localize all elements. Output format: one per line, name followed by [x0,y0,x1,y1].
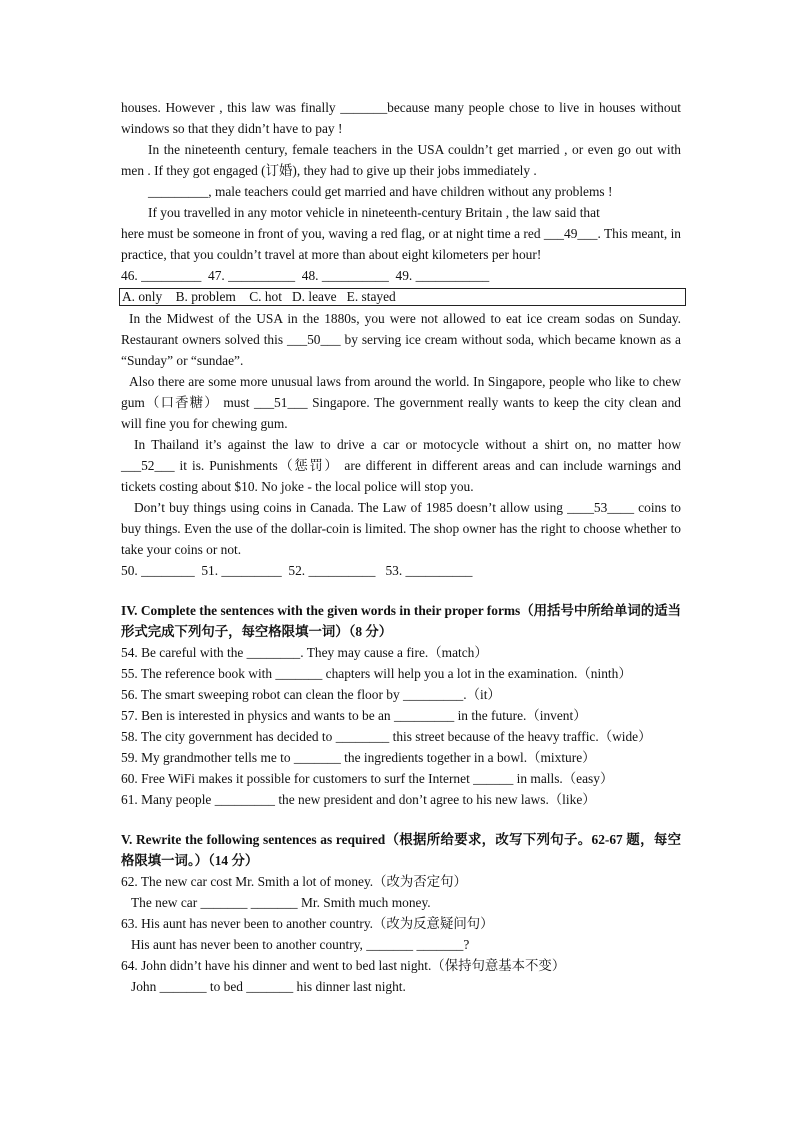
question-64-answer: John _______ to bed _______ his dinner last night. [131,979,406,994]
passage-b-paragraph-1: In the Midwest of the USA in the 1880s, you were not allowed to eat ice cream sodas on Sunday. Restaurant owners solved this ___50___ by serving ice cream without soda, which became known as a “Sunday” or “sundae”. [121,311,681,368]
answer-line-50-53: 50. ________ 51. _________ 52. __________ 53. __________ [121,563,473,578]
question-59: 59. My grandmother tells me to _______ the ingredients together in a bowl.（mixture） [121,750,596,765]
passage-a-line-3: _________, male teachers could get married and have children without any problems ! [148,184,613,199]
question-64: 64. John didn’t have his dinner and went to bed last night.（保持句意基本不变） [121,958,566,973]
word-options: A. only B. problem C. hot D. leave E. stayed [122,289,396,304]
question-63-answer: His aunt has never been to another country, _______ _______? [131,937,470,952]
passage-b-paragraph-3: In Thailand it’s against the law to drive a car or motocycle without a shirt on, no matter how ___52___ it is. Punishments（惩罚） are different in different areas and can include warnings and tickets costing about $10. No joke - the local police will stop you. [121,437,681,494]
section-4-heading: IV. Complete the sentences with the given words in their proper forms（用括号中所给单词的适当形式完成下列句子，每空格限填一词）（8 分） [121,603,681,639]
worksheet-page [121,97,681,997]
passage-b-paragraph-2: Also there are some more unusual laws from around the world. In Singapore, people who like to chew gum（口香糖） must ___51___ Singapore. The government really wants to keep the city clean and will fine you for chewing gum. [121,374,681,431]
question-62: 62. The new car cost Mr. Smith a lot of money.（改为否定句） [121,874,467,889]
question-58: 58. The city government has decided to ________ this street because of the heavy traffic.（wide） [121,729,652,744]
question-54: 54. Be careful with the ________. They may cause a fire.（match） [121,645,488,660]
passage-a-line-1: houses. However , this law was finally _______because many people chose to live in houses without windows so that they didn’t have to pay ! [121,100,681,136]
passage-a-line-5: here must be someone in front of you, waving a red flag, or at night time a red ___49___. This meant, in practice, that you couldn’t travel at more than about eight kilometers per hour! [121,226,681,262]
answer-line-46-49: 46. _________ 47. __________ 48. __________ 49. ___________ [121,268,490,283]
question-60: 60. Free WiFi makes it possible for customers to surf the Internet ______ in malls.（easy） [121,771,614,786]
passage-b-paragraph-4: Don’t buy things using coins in Canada. The Law of 1985 doesn’t allow using ____53____ coins to buy things. Even the use of the dollar-coin is limited. The shop owner has the right to choose whether to take your coins or not. [121,500,681,557]
question-62-answer: The new car _______ _______ Mr. Smith much money. [131,895,431,910]
question-63: 63. His aunt has never been to another country.（改为反意疑问句） [121,916,494,931]
question-57: 57. Ben is interested in physics and wants to be an _________ in the future.（invent） [121,708,587,723]
question-61: 61. Many people _________ the new president and don’t agree to his new laws.（like） [121,792,596,807]
passage-a-line-2: In the nineteenth century, female teachers in the USA couldn’t get married , or even go out with men . If they got engaged (订婚), they had to give up their jobs immediately . [121,142,681,178]
question-56: 56. The smart sweeping robot can clean the floor by _________.（it） [121,687,501,702]
question-55: 55. The reference book with _______ chapters will help you a lot in the examination.（ninth） [121,666,632,681]
word-options-box [119,288,686,306]
section-5-heading: V. Rewrite the following sentences as required（根据所给要求，改写下列句子。62-67 题，每空格限填一词。）（14 分） [121,832,681,868]
passage-a-line-4: If you travelled in any motor vehicle in nineteenth-century Britain , the law said that [148,205,600,220]
